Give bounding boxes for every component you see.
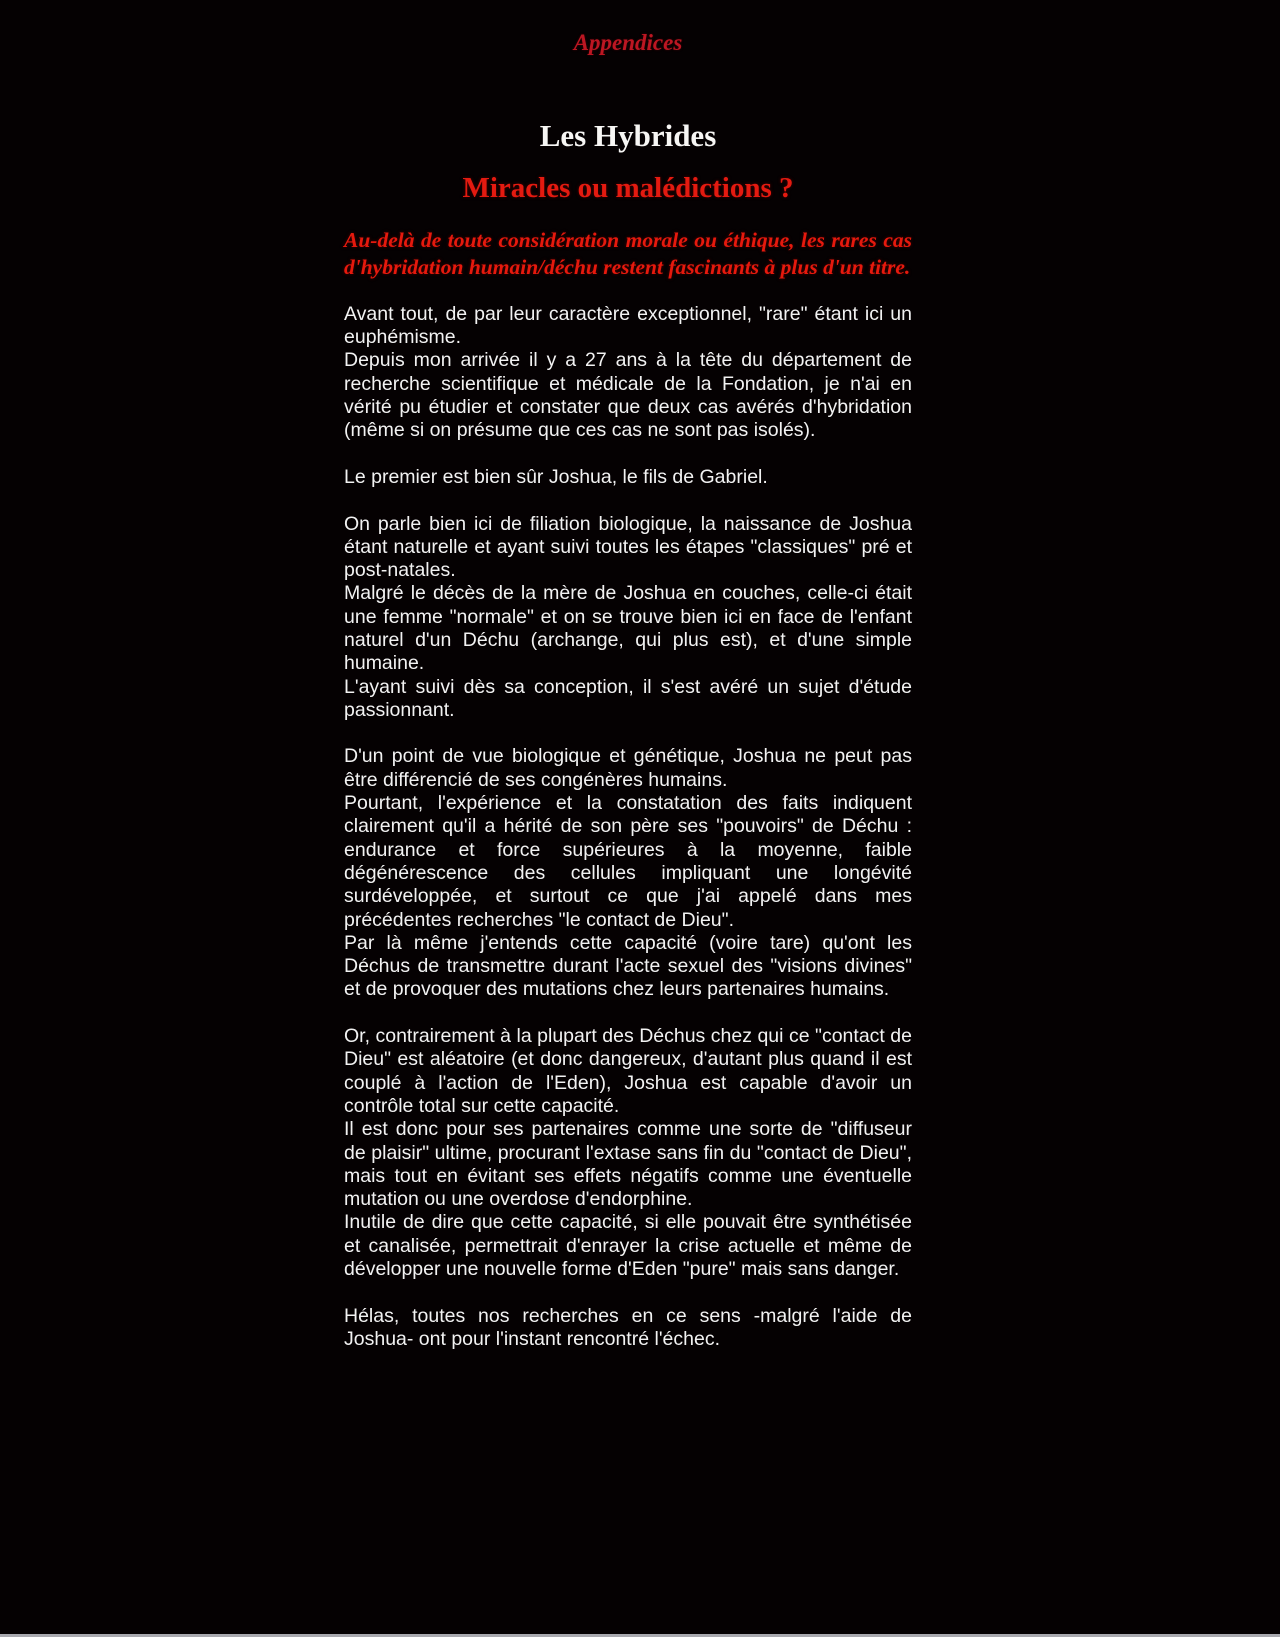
body-paragraph: Hélas, toutes nos recherches en ce sens -malgré l'aide de Joshua- ont pour l'instant rencontré l'échec. xyxy=(344,1304,912,1350)
body-paragraph: On parle bien ici de filiation biologique, la naissance de Joshua étant naturelle et ayant suivi toutes les étapes "classiques" pré et post-natales. xyxy=(344,512,912,582)
paragraph-group xyxy=(344,745,912,1001)
paragraph-group xyxy=(344,1305,912,1352)
body-paragraph: Le premier est bien sûr Joshua, le fils de Gabriel. xyxy=(344,465,768,488)
body-paragraph: Or, contrairement à la plupart des Déchus chez qui ce "contact de Dieu" est aléatoire (et donc dangereux, d'autant plus quand il est couplé à l'action de l'Eden), Joshua est capable d'avoir un contrôle total sur cette capacité. xyxy=(344,1025,912,1117)
body-paragraph: Par là même j'entends cette capacité (voire tare) qu'ont les Déchus de transmettre durant l'acte sexuel des "visions divines" et de provoquer des mutations chez leurs partenaires humains. xyxy=(344,931,912,1001)
body-paragraph: Malgré le décès de la mère de Joshua en couches, celle-ci était une femme "normale" et on se trouve bien ici en face de l'enfant naturel d'un Déchu (archange, qui plus est), et d'une simple humaine. xyxy=(344,582,912,675)
article-body xyxy=(344,303,912,1351)
body-paragraph: Depuis mon arrivée il y a 27 ans à la tête du département de recherche scientifique et médicale de la Fondation, je n'ai en vérité pu étudier et constater que deux cas avérés d'hybridation (même si on présume que ces cas ne sont pas isolés). xyxy=(344,349,912,442)
article-title: Les Hybrides xyxy=(539,118,717,153)
paragraph-group xyxy=(344,303,912,443)
article-subtitle: Miracles ou malédictions ? xyxy=(462,171,794,204)
body-paragraph: Il est donc pour ses partenaires comme une sorte de "diffuseur de plaisir" ultime, procurant l'extase sans fin du "contact de Dieu", mais tout en évitant ses effets négatifs comme une éventuelle mutation ou une overdose d'endorphine. xyxy=(344,1118,912,1211)
body-paragraph: Avant tout, de par leur caractère exceptionnel, "rare" étant ici un euphémisme. xyxy=(344,302,912,349)
article-lead: Au-delà de toute considération morale ou éthique, les rares cas d'hybridation humain/déchu restent fascinants à plus d'un titre. xyxy=(344,227,912,279)
body-paragraph: D'un point de vue biologique et génétique, Joshua ne peut pas être différencié de ses congénères humains. xyxy=(344,745,912,791)
page-column xyxy=(344,0,912,1351)
body-paragraph: L'ayant suivi dès sa conception, il s'est avéré un sujet d'étude passionnant. xyxy=(344,675,912,721)
paragraph-group xyxy=(344,466,912,489)
page-kicker: Appendices xyxy=(573,30,683,55)
body-paragraph: Pourtant, l'expérience et la constatation des faits indiquent clairement qu'il a hérité de son père ses "pouvoirs" de Déchu : endurance et force supérieures à la moyenne, faible dégénérescence des cellules impliquant une longévité surdéveloppée, et surtout ce que j'ai appelé dans mes précédentes recherches "le contact de Dieu". xyxy=(344,792,912,931)
paragraph-group xyxy=(344,1025,912,1281)
body-paragraph: Inutile de dire que cette capacité, si elle pouvait être synthétisée et canalisée, permettrait d'enrayer la crise actuelle et même de développer une nouvelle forme d'Eden "pure" mais sans danger. xyxy=(344,1211,912,1280)
paragraph-group xyxy=(344,513,912,723)
